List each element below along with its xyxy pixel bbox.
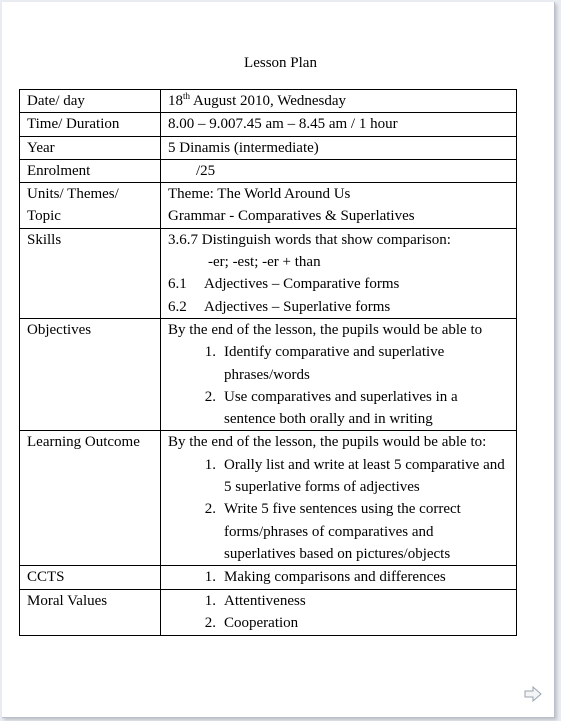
row-label: CCTS <box>20 566 161 589</box>
date-ordinal: th <box>183 91 191 101</box>
table-row <box>20 183 517 229</box>
list-item-continuation: forms/phrases of comparatives and <box>224 523 434 540</box>
list-item: 2. Use comparatives and superlatives in a <box>204 388 458 405</box>
page-title: Lesson Plan <box>244 55 317 71</box>
skill-suffix-line: -er; -est; -er + than <box>208 254 321 271</box>
list-item-continuation: phrases/words <box>224 366 310 383</box>
row-label: Date/ day <box>20 90 161 113</box>
enrolment-value: /25 <box>196 162 216 179</box>
table-row <box>20 228 517 318</box>
row-value <box>161 228 517 318</box>
row-label: Time/ Duration <box>20 113 161 136</box>
date-rest: August 2010, Wednesday <box>190 93 347 109</box>
outcome-intro: By the end of the lesson, the pupils would be able to: <box>168 434 487 451</box>
grammar-line: Grammar - Comparatives & Superlatives <box>168 208 415 225</box>
list-item-continuation: 5 superlative forms of adjectives <box>224 479 420 496</box>
row-label: Moral Values <box>20 589 161 635</box>
list-item: 6.2 Adjectives – Superlative forms <box>168 298 391 315</box>
table-row <box>20 90 517 113</box>
row-label: Learning Outcome <box>20 431 161 566</box>
row-label: Year <box>20 136 161 159</box>
row-value <box>161 431 517 566</box>
list-item-continuation: superlatives based on pictures/objects <box>224 545 451 562</box>
row-value <box>161 183 517 229</box>
table-row <box>20 159 517 182</box>
row-label: Objectives <box>20 318 161 430</box>
list-item: 6.1 Adjectives – Comparative forms <box>168 276 400 293</box>
next-page-arrow-icon[interactable] <box>524 686 542 702</box>
row-value: 5 Dinamis (intermediate) <box>161 136 517 159</box>
row-value <box>161 566 517 589</box>
table-row <box>20 431 517 566</box>
row-value <box>161 589 517 635</box>
row-label: Skills <box>20 228 161 318</box>
list-item: 1. Orally list and write at least 5 comparative and <box>204 456 505 473</box>
table-row <box>20 318 517 430</box>
list-item: 1. Making comparisons and differences <box>204 569 446 586</box>
row-value <box>161 318 517 430</box>
skill-line: 3.6.7 Distinguish words that show comparison: <box>168 231 451 248</box>
row-value <box>161 159 517 182</box>
list-item-continuation: sentence both orally and in writing <box>224 411 433 428</box>
row-label: Units/ Themes/ Topic <box>20 183 161 229</box>
table-row <box>20 136 517 159</box>
row-value <box>161 90 517 113</box>
list-item: 1. Identify comparative and superlative <box>204 344 445 361</box>
lesson-plan-table <box>19 89 517 636</box>
table-row <box>20 589 517 635</box>
list-item: 1. Attentiveness <box>204 592 306 609</box>
row-value: 8.00 – 9.007.45 am – 8.45 am / 1 hour <box>161 113 517 136</box>
date-day-number: 18 <box>168 93 183 109</box>
theme-line: Theme: The World Around Us <box>168 186 351 203</box>
table-row <box>20 113 517 136</box>
list-item: 2. Cooperation <box>204 614 299 631</box>
row-label: Enrolment <box>20 159 161 182</box>
list-item: 2. Write 5 five sentences using the correct <box>204 501 461 518</box>
objectives-intro: By the end of the lesson, the pupils would be able to <box>168 321 483 338</box>
table-row <box>20 566 517 589</box>
